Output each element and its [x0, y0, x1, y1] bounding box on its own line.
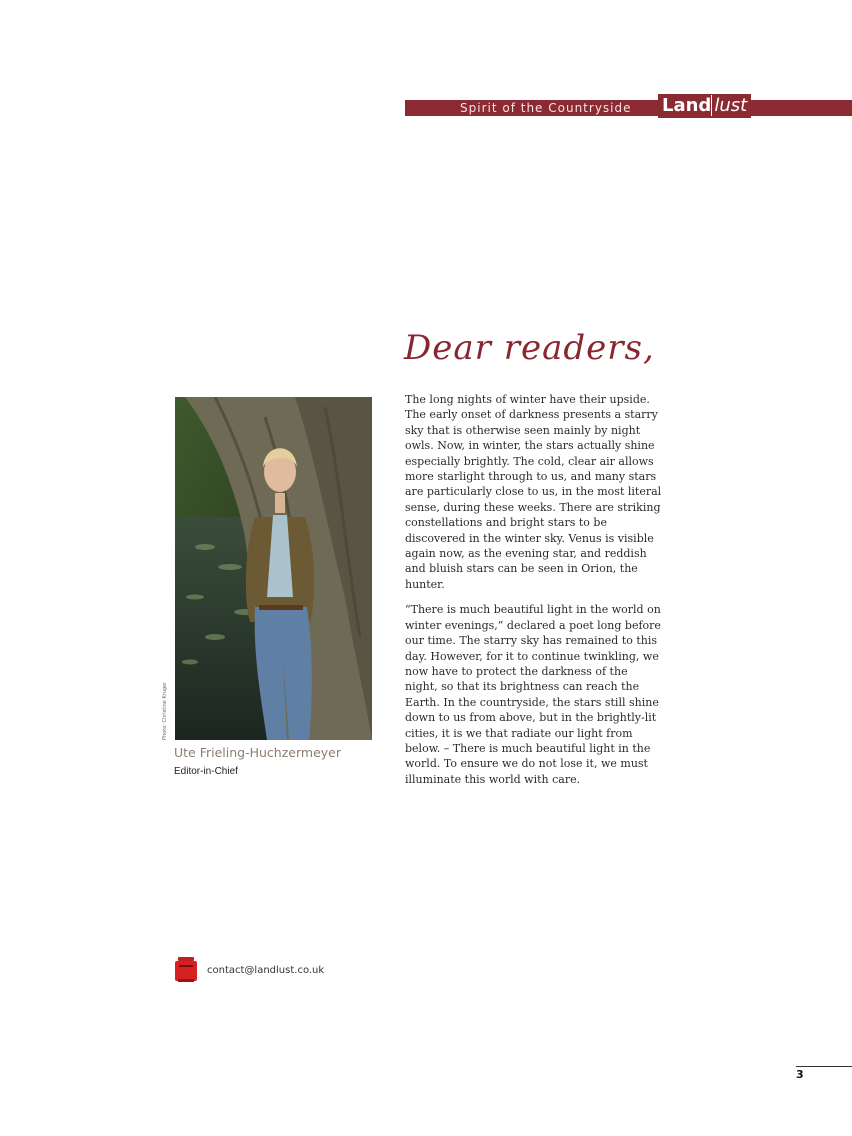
- editor-photo-illustration: [175, 397, 372, 740]
- editor-title: Editor-in-Chief: [174, 766, 238, 777]
- tagline: Spirit of the Countryside: [460, 101, 632, 115]
- logo-text-lust: lust: [711, 95, 747, 116]
- editor-name: Ute Frieling-Huchzermeyer: [174, 745, 341, 760]
- logo-text-land: Land: [662, 95, 712, 116]
- page-number-rule: [796, 1066, 852, 1067]
- contact-email-link[interactable]: contact@landlust.co.uk: [207, 965, 325, 976]
- editor-photo: [175, 397, 372, 740]
- photo-credit: Photo: Christine Kruger: [162, 681, 168, 740]
- letter-paragraph-2: “There is much beautiful light in the world on winter evenings,” declared a poet long before our time. The starry sky has remained to this day. However, for it to continue twinkling, we now have to protect the darkness of the night, so that its brightness can reach the Earth. In the countryside, the stars still shine down to us from above, but in the brightly-lit cities, it is we that radiate our light from below. – There is much beautiful light in the world. To ensure we do not lose it, we must illuminate this world with care.: [405, 603, 661, 786]
- page-number: 3: [796, 1068, 804, 1081]
- letter-paragraph-1: The long nights of winter have their upside. The early onset of darkness presents a starry sky that is otherwise seen mainly by night owls. Now, in winter, the stars actually shine especially brightly. The cold, clear air allows more starlight through to us, and many stars are particularly close to us, in the most literal sense, during these weeks. There are striking constellations and bright stars to be discovered in the winter sky. Venus is visible again now, as the evening star, and reddish and bluish stars can be seen in Orion, the hunter.: [405, 393, 662, 591]
- header-bar: [405, 95, 852, 116]
- mailbox-icon: [174, 955, 198, 983]
- landlust-logo[interactable]: [658, 94, 751, 118]
- salutation-heading: Dear readers,: [404, 328, 655, 368]
- letter-body: [405, 392, 663, 797]
